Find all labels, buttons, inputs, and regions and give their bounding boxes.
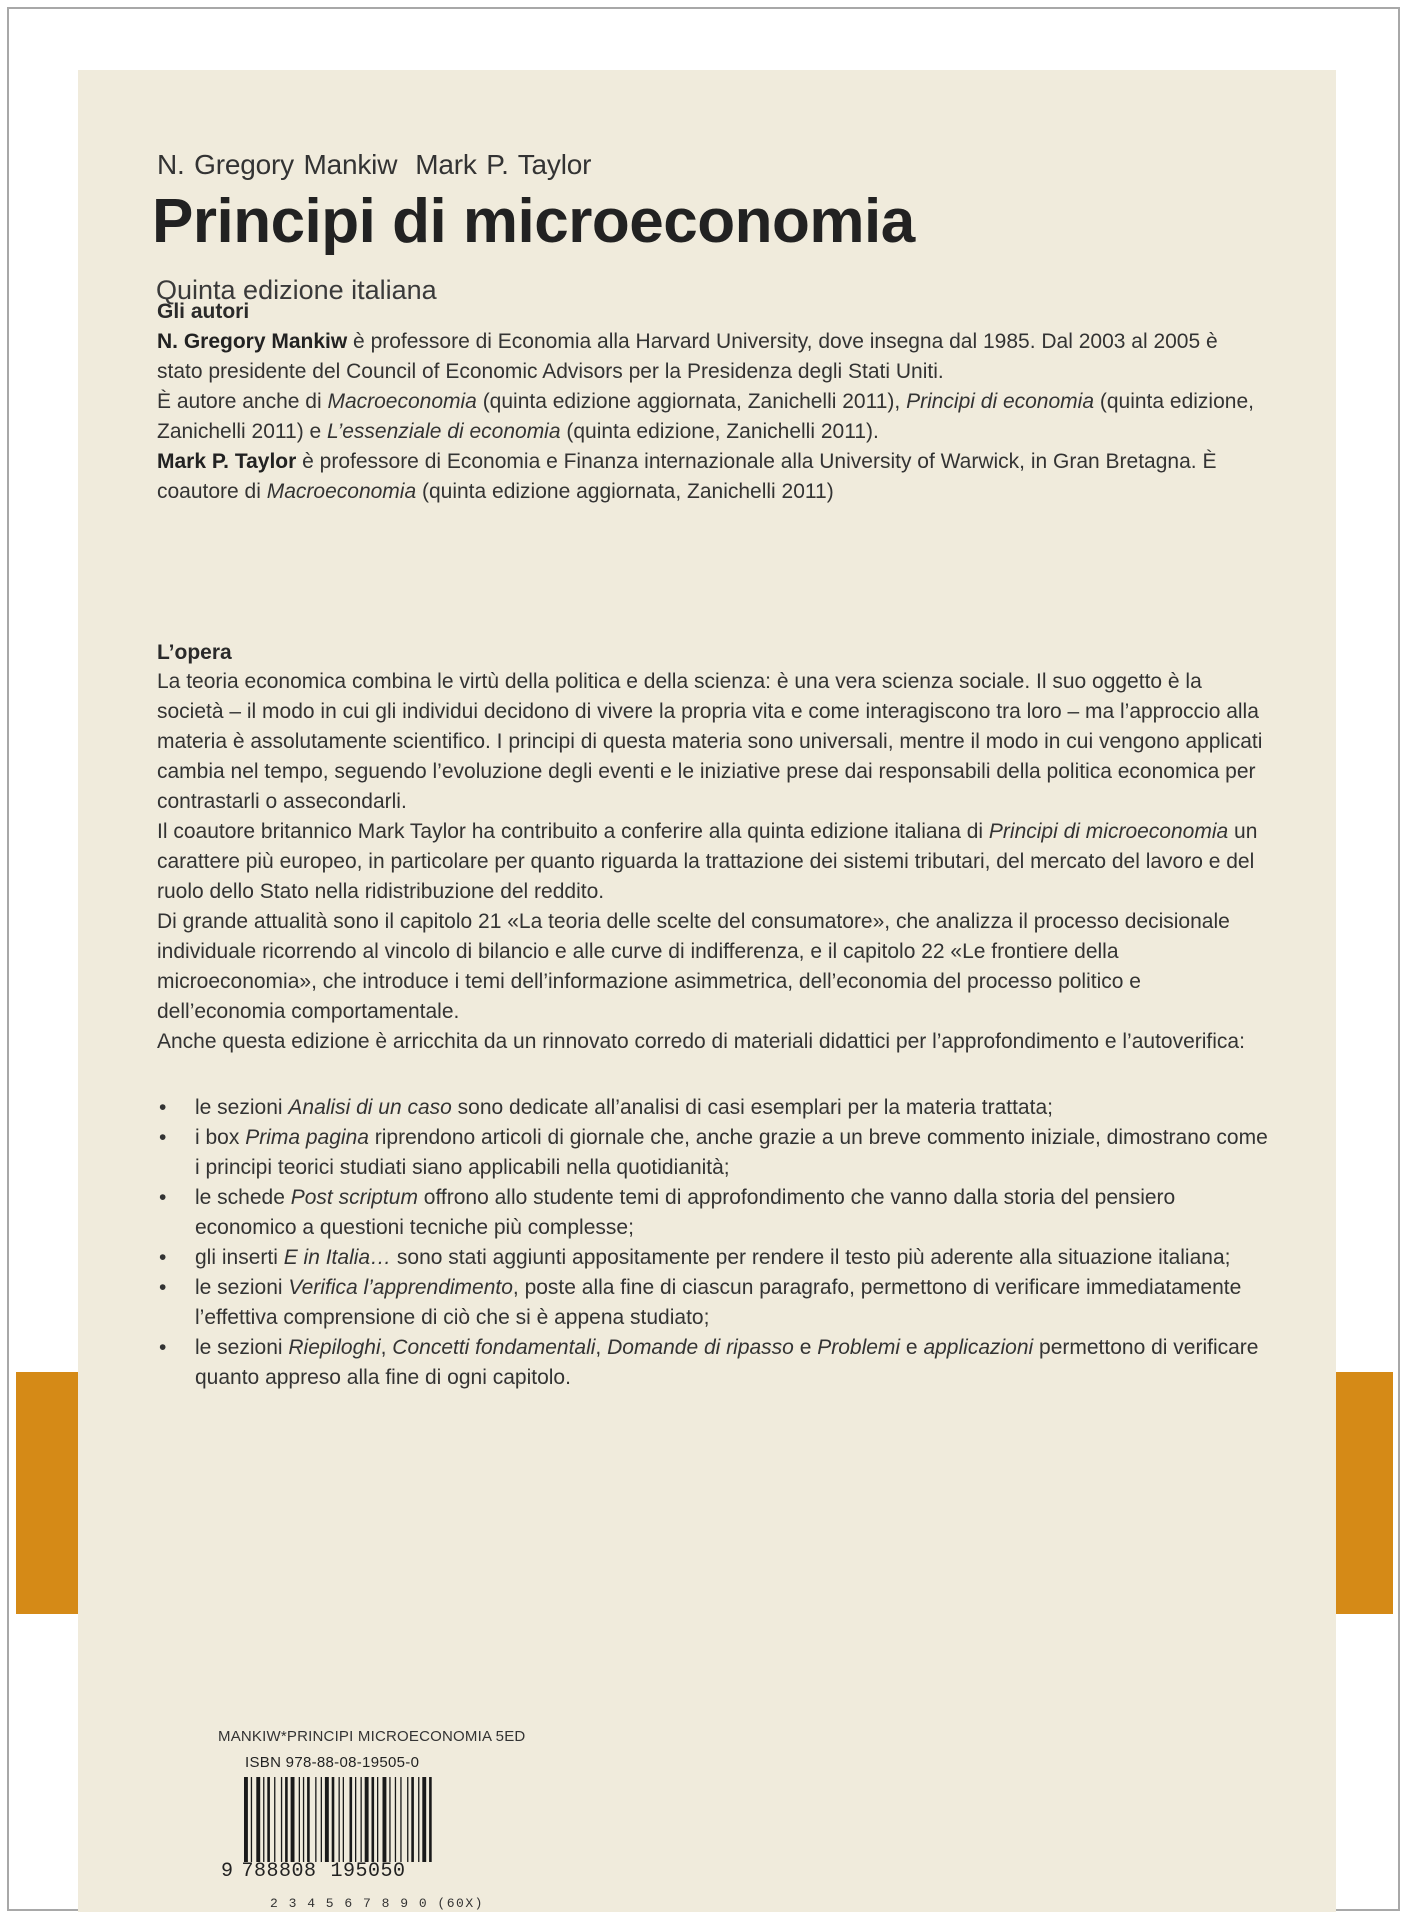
mankiw-books-text: (quinta edizione, Zanichelli 2011). xyxy=(560,420,879,443)
barcode-bar xyxy=(315,1777,316,1862)
isbn-label: ISBN 978-88-08-19505-0 xyxy=(245,1754,420,1771)
print-run: 2 3 4 5 6 7 8 9 0 (60X) xyxy=(270,1896,484,1911)
barcode-bar xyxy=(418,1777,419,1862)
barcode-bar xyxy=(256,1777,260,1862)
author-name: Mark P. Taylor xyxy=(415,149,592,180)
item-text: le schede xyxy=(195,1186,291,1209)
barcode-bar xyxy=(343,1777,344,1862)
barcode-bar xyxy=(303,1777,304,1862)
barcode-bar xyxy=(407,1777,408,1862)
item-text: offrono allo studente temi di approfondimento che vanno dalla storia del pensiero economico a questioni tecniche più complesse; xyxy=(195,1186,1176,1239)
mankiw-books-text: (quinta edizione aggiornata, Zanichelli 2011), xyxy=(476,390,907,413)
book-ref: Principi di economia xyxy=(906,390,1095,413)
orange-band-right xyxy=(1336,1372,1393,1614)
mankiw-books-text: (quinta edizione, Zanichelli 2011) e xyxy=(157,390,1254,443)
barcode-bar xyxy=(400,1777,401,1862)
barcode-left-digits: 788808 xyxy=(241,1860,317,1883)
opera-text xyxy=(157,667,1267,1057)
barcode-right-digits: 195050 xyxy=(330,1860,406,1883)
book-ref: Macroeconomia xyxy=(266,480,417,503)
item-text: sono stati aggiunti appositamente per rendere il testo più aderente alla situazione italiana; xyxy=(391,1246,1231,1269)
item-feature: Concetti fondamentali xyxy=(392,1336,596,1359)
item-feature: Post scriptum xyxy=(290,1186,418,1209)
list-item xyxy=(157,1123,1277,1183)
author-name: N. Gregory Mankiw xyxy=(157,149,398,180)
barcode-bar xyxy=(361,1777,362,1862)
barcode-bar xyxy=(350,1777,353,1862)
cover-authors xyxy=(157,149,609,181)
item-text: , poste alla fine di ciascun paragrafo, permettono di verificare immediatamente l’effettiva comprensione di ciò che si è appena studiato; xyxy=(195,1276,1242,1329)
list-item xyxy=(157,1333,1277,1393)
paragraph-text: un carattere più europeo, in particolare per quanto riguarda la trattazione dei sistemi tributari, del mercato del lavoro e del ruolo dello Stato nella ridistribuzione del reddito. xyxy=(157,820,1258,903)
book-subtitle: Quinta edizione italiana xyxy=(156,275,437,305)
paragraph-text: Il coautore britannico Mark Taylor ha contribuito a conferire alla quinta edizione italiana di xyxy=(157,820,989,843)
item-text: e xyxy=(793,1336,818,1359)
item-feature: E in Italia… xyxy=(283,1246,392,1269)
mankiw-books-text: È autore anche di xyxy=(157,390,328,413)
barcode-bar xyxy=(307,1777,310,1862)
taylor-bio: (quinta edizione aggiornata, Zanichelli 2011) xyxy=(416,480,834,503)
item-text: riprendono articoli di giornale che, anche grazie a un breve commento iniziale, dimostrano come i principi teorici studiati siano applicabili nella quotidianità; xyxy=(195,1126,1268,1179)
authors-heading: Gli autori xyxy=(157,300,250,323)
item-text: , xyxy=(595,1336,608,1359)
barcode-digits xyxy=(221,1860,406,1883)
book-ref: L’essenziale di economia xyxy=(327,420,561,443)
item-text: le sezioni xyxy=(195,1096,289,1119)
product-code: MANKIW*PRINCIPI MICROECONOMIA 5ED xyxy=(218,1728,526,1745)
opera-paragraph: La teoria economica combina le virtù della politica e della scienza: è una vera scienza sociale. Il suo oggetto è la società – il modo in cui gli individui decidono di vivere la propria vita e come interagiscono tra loro – ma l’approccio alla materia è assolutamente scientifico. I principi di questa materia sono universali, mentre il modo in cui vengono applicati cambia nel tempo, seguendo l’evoluzione degli eventi e le iniziative prese dai responsabili della politica economica per contrastarli o assecondarli. xyxy=(157,670,1263,813)
barcode-bar xyxy=(325,1777,329,1862)
item-feature: Analisi di un caso xyxy=(288,1096,452,1119)
item-text: sono dedicate all’analisi di casi esemplari per la materia trattata; xyxy=(451,1096,1053,1119)
orange-band-left xyxy=(16,1372,78,1614)
taylor-name: Mark P. Taylor xyxy=(157,450,297,473)
item-feature: applicazioni xyxy=(923,1336,1034,1359)
item-text: e xyxy=(900,1336,924,1359)
item-text: i box xyxy=(195,1126,246,1149)
barcode-bar xyxy=(395,1777,396,1862)
features-list xyxy=(157,1093,1277,1393)
barcode-lead-digit: 9 xyxy=(221,1860,234,1883)
barcode-bar xyxy=(291,1777,295,1862)
barcode-bar xyxy=(299,1777,300,1862)
book-ref: Macroeconomia xyxy=(327,390,477,413)
barcode-bar xyxy=(244,1777,248,1862)
barcode-bar xyxy=(377,1777,378,1862)
barcode-bar xyxy=(389,1777,390,1862)
item-feature: Prima pagina xyxy=(245,1126,369,1149)
item-feature: Verifica l’apprendimento xyxy=(288,1276,513,1299)
barcode-bar xyxy=(332,1777,335,1862)
taylor-bio: è professore di Economia e Finanza internazionale alla University of Warwick, in Gran Bretagna. È coautore di xyxy=(157,450,1217,503)
book-title: Principi di microeconomia xyxy=(152,187,915,256)
barcode-bar xyxy=(339,1777,340,1862)
barcode-bar xyxy=(365,1777,369,1862)
barcode-bar xyxy=(429,1777,432,1862)
item-text: , xyxy=(380,1336,393,1359)
opera-paragraph: Anche questa edizione è arricchita da un rinnovato corredo di materiali didattici per l’approfondimento e l’autoverifica: xyxy=(157,1030,1245,1053)
item-text: permettono di verificare quanto appreso alla fine di ogni capitolo. xyxy=(195,1336,1259,1389)
book-ref: Principi di microeconomia xyxy=(988,820,1229,843)
barcode-bar xyxy=(411,1777,414,1862)
list-item xyxy=(157,1243,1277,1273)
item-feature: Riepiloghi xyxy=(288,1336,381,1359)
barcode-bar xyxy=(372,1777,375,1862)
item-text: gli inserti xyxy=(195,1246,284,1269)
barcode-icon xyxy=(244,1777,467,1862)
barcode-bar xyxy=(355,1777,356,1862)
barcode-bar xyxy=(383,1777,387,1862)
barcode-bar xyxy=(263,1777,264,1862)
barcode-bar xyxy=(251,1777,252,1862)
item-feature: Problemi xyxy=(817,1336,901,1359)
item-feature: Domande di ripasso xyxy=(607,1336,794,1359)
list-item xyxy=(157,1183,1277,1243)
list-item xyxy=(157,1273,1277,1333)
authors-text xyxy=(157,327,1267,507)
mankiw-bio: è professore di Economia alla Harvard University, dove insegna dal 1985. Dal 2003 al 2005 è stato presidente del Council of Economic Advisors per la Presidenza degli Stati Uniti. xyxy=(157,330,1218,383)
barcode-bar xyxy=(422,1777,426,1862)
opera-heading: L’opera xyxy=(157,641,232,664)
mankiw-name: N. Gregory Mankiw xyxy=(157,330,348,353)
barcode-bar xyxy=(267,1777,270,1862)
barcode-bar xyxy=(285,1777,288,1862)
barcode-bar xyxy=(321,1777,322,1862)
barcode-bar xyxy=(274,1777,275,1862)
item-text: le sezioni xyxy=(195,1336,289,1359)
item-text: le sezioni xyxy=(195,1276,289,1299)
opera-paragraph xyxy=(157,817,1267,907)
opera-paragraph: Di grande attualità sono il capitolo 21 «La teoria delle scelte del consumatore», che analizza il processo decisionale individuale ricorrendo al vincolo di bilancio e alle curve di indifferenza, e il capitolo 22 «Le frontiere della microeconomia», che introduce i temi dell’informazione asimmetrica, dell’economia del processo politico e dell’economia comportamentale. xyxy=(157,910,1230,1023)
list-item xyxy=(157,1093,1277,1123)
barcode-bar xyxy=(281,1777,282,1862)
